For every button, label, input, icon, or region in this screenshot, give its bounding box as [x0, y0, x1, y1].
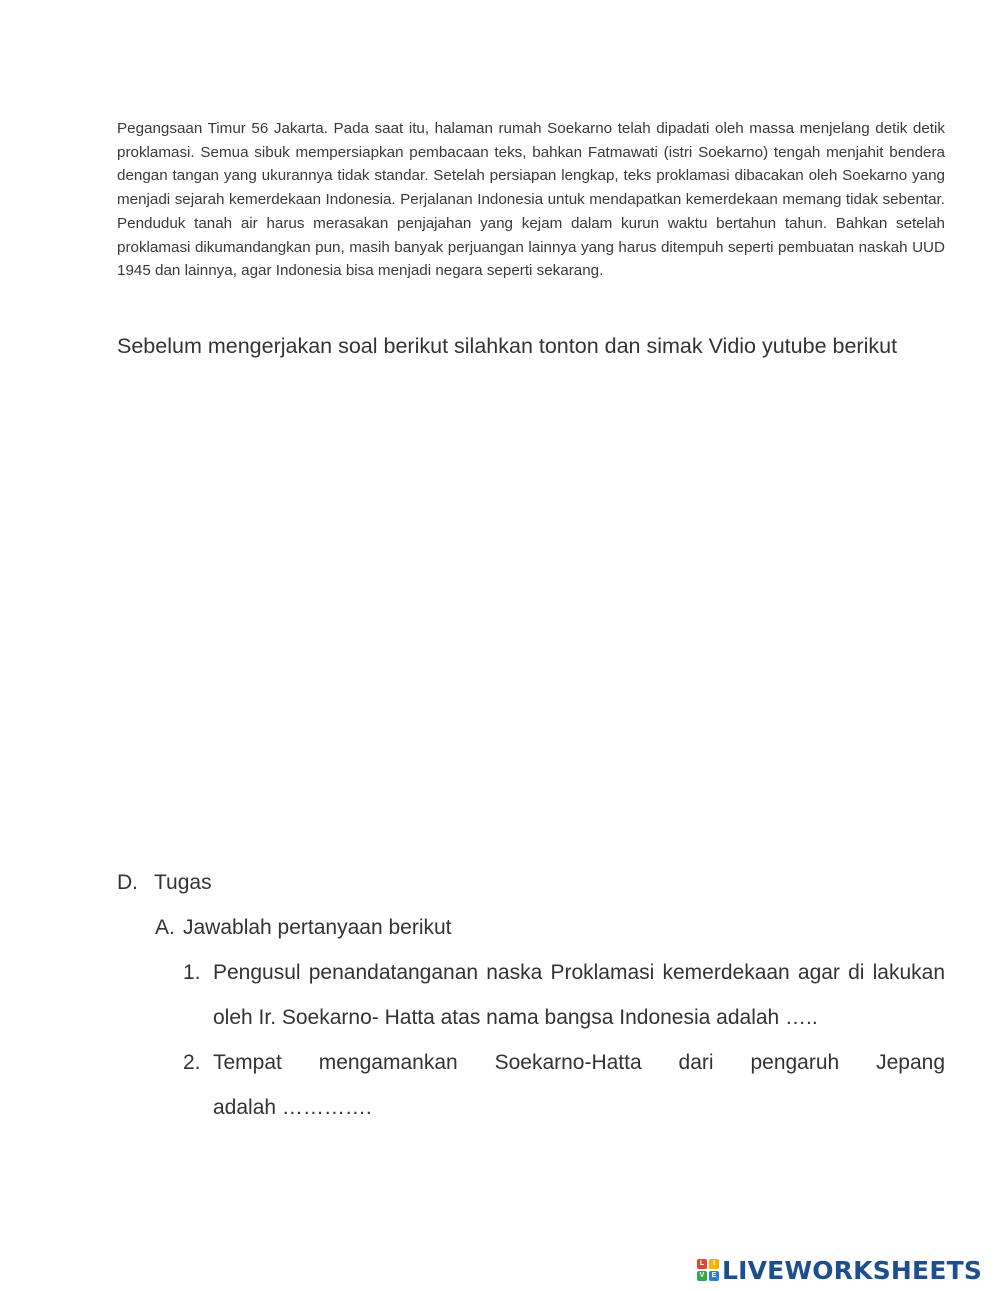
section-title: Tugas: [154, 871, 212, 894]
logo-tile: V: [697, 1271, 707, 1281]
section-heading: [117, 868, 212, 898]
question-number: 2.: [183, 1051, 201, 1074]
subsection-marker: A.: [155, 916, 175, 939]
liveworksheets-logo[interactable]: [697, 1256, 982, 1284]
logo-tile: L: [697, 1259, 707, 1269]
logo-mark-icon: [697, 1259, 719, 1281]
question-text: [213, 1040, 945, 1130]
reading-paragraph: Pegangsaan Timur 56 Jakarta. Pada saat itu, halaman rumah Soekarno telah dipadati oleh massa menjelang detik detik proklamasi. Semua sibuk mempersiapkan pembacaan teks, bahkan Fatmawati (istri Soekarno) tengah menjahit bendera dengan tangan yang ukurannya tidak standar. Setelah persiapan lengkap, teks proklamasi dibacakan oleh Soekarno yang menjadi sejarah kemerdekaan Indonesia. Perjalanan Indonesia untuk mendapatkan kemerdekaan memang tidak sebentar. Penduduk tanah air harus merasakan penjajahan yang kejam dalam kurun waktu bertahun tahun. Bahkan setelah proklamasi dikumandangkan pun, masih banyak perjuangan lainnya yang harus ditempuh seperti pembuatan naskah UUD 1945 dan lainnya, agar Indonesia bisa menjadi negara seperti sekarang.: [117, 120, 945, 280]
subsection-heading: [155, 913, 452, 943]
logo-text: LIVEWORKSHEETS: [722, 1255, 983, 1285]
video-instruction: Sebelum mengerjakan soal berikut silahkan tonton dan simak Vidio yutube berikut: [117, 334, 898, 358]
question-text-line-2: adalah ………….: [213, 1096, 372, 1119]
question-text-line-1: Tempat mengamankan Soekarno-Hatta dari pengaruh Jepang: [213, 1051, 945, 1074]
question-1: [183, 950, 945, 1040]
subsection-title: Jawablah pertanyaan berikut: [183, 916, 452, 939]
logo-tile: I: [709, 1259, 719, 1269]
video-embed-area[interactable]: [117, 378, 945, 848]
section-marker: D.: [117, 871, 138, 894]
question-text: Pengusul penandatanganan naska Proklamasi kemerdekaan agar di lakukan oleh Ir. Soekarno- Hatta atas nama bangsa Indonesia adalah …..: [213, 961, 945, 1029]
question-number: 1.: [183, 961, 201, 984]
logo-tile: E: [709, 1271, 719, 1281]
question-2: [183, 1040, 945, 1130]
